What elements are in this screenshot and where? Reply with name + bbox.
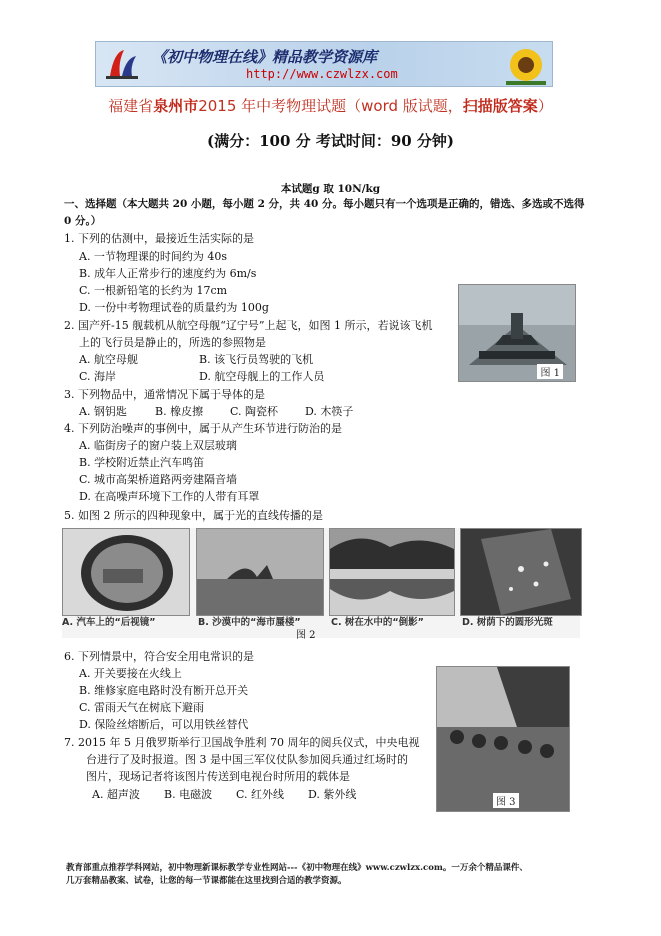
title-mid: 2015 年中考物理试题（word 版试题， (198, 97, 463, 115)
q2-option-c: C. 海岸 (79, 370, 117, 383)
q2-option-b: B. 该飞行员驾驶的飞机 (199, 353, 314, 366)
title-prefix: 福建省 (108, 97, 154, 115)
q3-option-b: B. 橡皮擦 (155, 405, 204, 418)
figure-2a-caption: A. 汽车上的“后视镜” (62, 617, 156, 628)
q5-stem: 5. 如图 2 所示的四种现象中，属于光的直线传播的是 (64, 509, 323, 522)
figure-2c-reflection (329, 528, 455, 616)
site-logo-icon (102, 46, 142, 82)
q2-stem-line1: 2. 国产歼-15 舰载机从航空母舰“辽宁号”上起飞，如图 1 所示，若说该飞机 (64, 319, 433, 332)
q2-option-a: A. 航空母舰 (79, 353, 138, 366)
banner-url[interactable]: http://www.czwlzx.com (246, 67, 398, 81)
q7-stem-line3: 图片，现场记者将该图片传送到电视台时所用的载体是 (86, 770, 350, 783)
q4-stem: 4. 下列防治噪声的事例中，属于从产生环节进行防治的是 (64, 422, 342, 435)
q7-stem-line1: 7. 2015 年 5 月俄罗斯举行卫国战争胜利 70 周年的阅兵仪式，中央电视 (64, 736, 420, 749)
figure-3-label: 图 3 (493, 793, 519, 808)
title-city: 泉州市 (153, 97, 199, 115)
gravity-note: 本试题g 取 10N/kg (280, 183, 381, 195)
title-bold: 扫描版答案 (462, 97, 538, 115)
rearview-mirror-icon (63, 529, 189, 615)
q7-stem-line2: 台进行了及时报道。图 3 是中国三军仪仗队参加阅兵通过红场时的 (86, 753, 408, 766)
q7-option-c: C. 红外线 (236, 788, 285, 801)
q4-option-d: D. 在高噪声环境下工作的人带有耳罩 (79, 490, 260, 503)
banner-title: 《初中物理在线》精品教学资源库 (152, 48, 378, 66)
q3-option-c: C. 陶瓷杯 (230, 405, 279, 418)
tree-reflection-icon (330, 529, 454, 615)
figure-2-strip (62, 528, 580, 641)
q6-option-d: D. 保险丝熔断后，可以用铁丝替代 (79, 718, 249, 731)
q3-stem: 3. 下列物品中，通常情况下属于导体的是 (64, 388, 265, 401)
footer-line-1: 教育部重点推荐学科网站，初中物理新课标教学专业性网站---《初中物理在线》www.czwlzx.com。一万余个精品课件、 (66, 863, 528, 873)
q6-option-c: C. 雷雨天气在树底下避雨 (79, 701, 205, 714)
q4-option-a: A. 临街房子的窗户装上双层玻璃 (79, 439, 237, 452)
parade-image-icon (437, 667, 569, 811)
exam-subtitle: (满分：100 分 考试时间：90 分钟) (206, 132, 455, 150)
document-title (0, 95, 661, 116)
figure-2-label: 图 2 (296, 630, 316, 641)
sunflower-icon (506, 45, 546, 85)
q6-option-b: B. 维修家庭电路时没有断开总开关 (79, 684, 249, 697)
q7-option-a: A. 超声波 (92, 788, 140, 801)
q1-option-c: C. 一根新铅笔的长约为 17cm (79, 284, 228, 297)
q1-option-a: A. 一节物理课的时间约为 40s (79, 250, 228, 263)
q1-option-d: D. 一份中考物理试卷的质量约为 100g (79, 301, 269, 314)
q6-option-a: A. 开关要接在火线上 (79, 667, 182, 680)
q4-option-b: B. 学校附近禁止汽车鸣笛 (79, 456, 205, 469)
q1-stem: 1. 下列的估测中，最接近生活实际的是 (64, 232, 254, 245)
figure-1-label: 图 1 (537, 364, 563, 379)
q3-option-a: A. 钢钥匙 (79, 405, 127, 418)
figure-2d-caption: D. 树荫下的圆形光斑 (462, 617, 553, 628)
light-spots-icon (461, 529, 581, 615)
figure-3-parade (436, 666, 570, 812)
q3-option-d: D. 木筷子 (305, 405, 354, 418)
footer-line-2: 几万套精品教案、试卷，让您的每一节课都能在这里找到合适的教学资源。 (66, 876, 347, 886)
section-heading: 一、选择题（本大题共 20 小题，每小题 2 分，共 40 分。每小题只有一个选项是正确的，错选、多选或不选得 0 分。） (64, 198, 585, 227)
page-footer (66, 862, 626, 888)
figure-1-aircraft-carrier (458, 284, 576, 382)
header-banner (95, 41, 553, 87)
figure-2a-rearview-mirror (62, 528, 190, 616)
q4-option-c: C. 城市高架桥道路两旁建隔音墙 (79, 473, 238, 486)
figure-2d-light-spots (460, 528, 582, 616)
q1-option-b: B. 成年人正常步行的速度约为 6m/s (79, 267, 257, 280)
q2-option-d: D. 航空母舰上的工作人员 (199, 370, 325, 383)
figure-2c-caption: C. 树在水中的“倒影” (331, 617, 424, 628)
figure-2b-caption: B. 沙漠中的“海市蜃楼” (198, 617, 301, 628)
title-suffix: ） (537, 97, 553, 115)
q7-option-d: D. 紫外线 (308, 788, 357, 801)
q7-option-b: B. 电磁波 (164, 788, 213, 801)
figure-2b-mirage (196, 528, 324, 616)
desert-mirage-icon (197, 529, 323, 615)
q2-stem-line2: 上的飞行员是静止的，所选的参照物是 (79, 336, 266, 349)
q6-stem: 6. 下列情景中，符合安全用电常识的是 (64, 650, 254, 663)
